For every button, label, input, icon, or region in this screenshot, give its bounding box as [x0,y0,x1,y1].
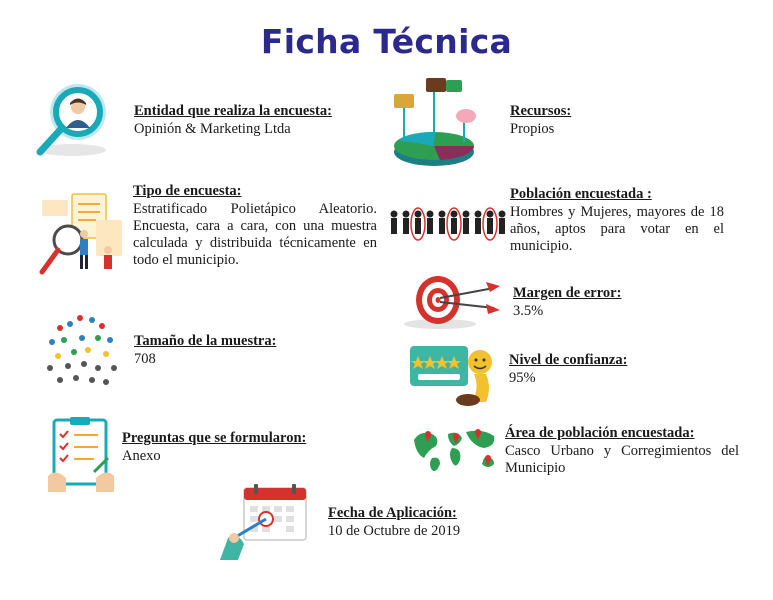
entidad-label: Entidad que realiza la encuesta: [134,103,332,119]
tipo-block [133,183,377,269]
confianza-block [509,352,709,387]
area-block [505,425,739,477]
area-label: Área de población encuestada: [505,425,695,441]
preguntas-label: Preguntas que se formularon: [122,430,307,446]
recursos-value: Propios [510,121,555,137]
tipo-label: Tipo de encuesta: [133,183,242,199]
poblacion-value: Hombres y Mujeres, mayores de 18 años, aptos para votar en el municipio. [510,204,724,254]
world-map-pins-icon [410,424,500,476]
entidad-value: Opinión & Marketing Ltda [134,121,291,137]
tamano-value: 708 [134,351,156,367]
magnifier-person-icon [30,76,114,162]
tamano-block [134,333,354,368]
survey-documents-icon [38,190,126,280]
fecha-value: 10 de Octubre de 2019 [328,523,461,539]
people-crowd-icon [40,310,124,392]
pie-chart-money-icon [390,72,490,170]
area-value: Casco Urbano y Corregimientos del Municipio [505,443,739,476]
tamano-label: Tamaño de la muestra: [134,333,277,349]
clipboard-checklist-icon [46,416,116,494]
crowd-people-icon [388,204,506,248]
margen-value: 3.5% [513,303,544,319]
confianza-label: Nivel de confianza: [509,352,628,368]
poblacion-block [510,186,724,255]
rating-stars-icon [408,340,498,408]
fecha-block [328,505,528,540]
target-arrows-icon [400,272,504,332]
tipo-value: Estratificado Polietápico Aleatorio. Encuesta, cara a cara, con una muestra calculada y distribuida técnicamente en todo el municipio. [133,201,377,268]
margen-block [513,285,713,320]
confianza-value: 95% [509,370,536,386]
preguntas-block [122,430,362,465]
recursos-block [510,103,710,138]
margen-label: Margen de error: [513,285,622,301]
page-title: Ficha Técnica [260,22,513,61]
recursos-label: Recursos: [510,103,572,119]
poblacion-label: Población encuestada : [510,186,652,202]
entidad-block [134,103,374,138]
fecha-label: Fecha de Aplicación: [328,505,457,521]
calendar-icon [218,482,312,562]
preguntas-value: Anexo [122,448,161,464]
